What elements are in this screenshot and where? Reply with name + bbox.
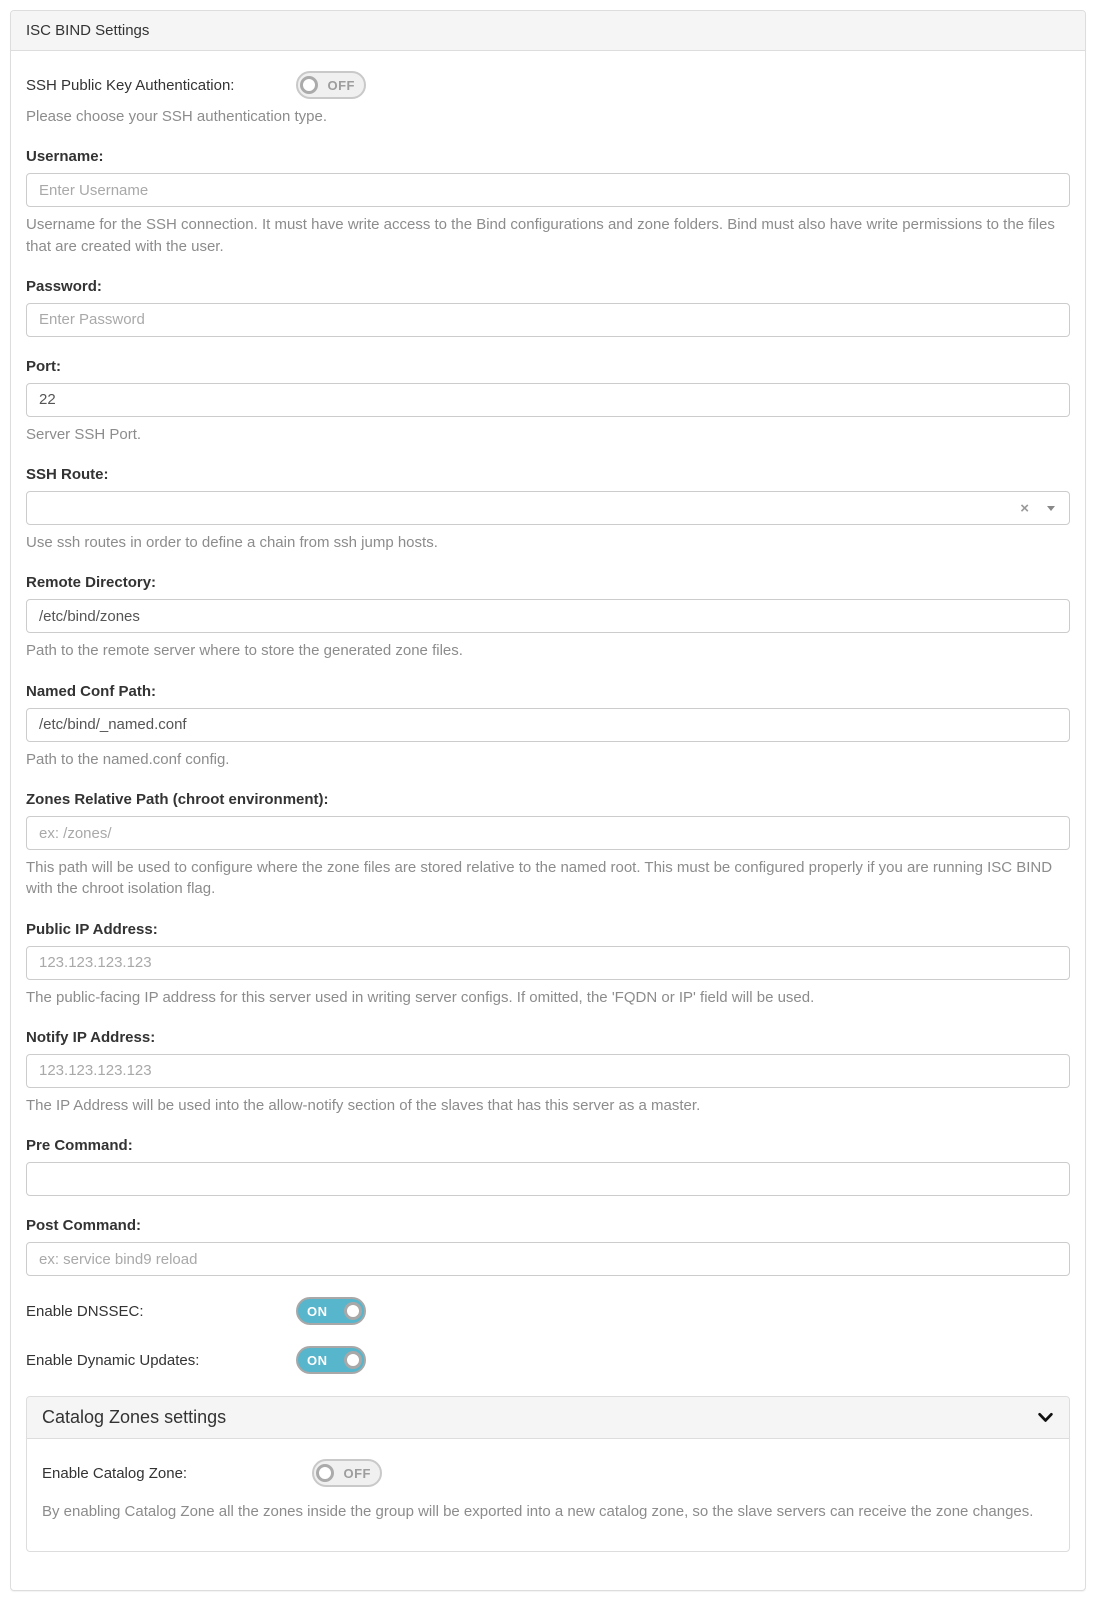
remote-directory-help: Path to the remote server where to store the generated zone files. — [26, 642, 463, 660]
panel-body — [11, 51, 1085, 1590]
post-command-label: Post Command: — [26, 1217, 142, 1235]
ssh-auth-label: SSH Public Key Authentication: — [26, 76, 235, 94]
password-label: Password: — [26, 277, 102, 295]
ssh-auth-help: Please choose your SSH authentication type. — [26, 108, 328, 125]
notify-ip-help: The IP Address will be used into the allow-notify section of the slaves that has this server as a master. — [26, 1096, 701, 1114]
public-ip-group — [26, 921, 1070, 1008]
toggle-state-label: ON — [307, 1352, 328, 1368]
zones-relative-path-input[interactable] — [26, 816, 1070, 850]
port-group — [26, 358, 1070, 445]
toggle-state-label: OFF — [343, 1465, 371, 1481]
catalog-zones-body — [27, 1439, 1069, 1550]
toggle-knob — [300, 76, 318, 94]
dropdown-caret-icon[interactable] — [1047, 506, 1055, 511]
username-group — [26, 148, 1070, 257]
toggle-state-label: OFF — [327, 77, 355, 93]
chevron-down-icon[interactable] — [1037, 1409, 1054, 1426]
public-ip-input[interactable] — [26, 946, 1070, 980]
ssh-route-group — [26, 466, 1070, 553]
isc-bind-settings-panel — [10, 10, 1086, 1591]
post-command-group — [26, 1217, 1070, 1276]
ssh-auth-toggle[interactable] — [296, 71, 366, 99]
enable-dynamic-updates-group — [26, 1346, 1070, 1374]
port-label: Port: — [26, 357, 61, 375]
zones-relative-path-group — [26, 791, 1070, 900]
port-help: Server SSH Port. — [26, 425, 142, 443]
catalog-zones-title: Catalog Zones settings — [42, 1407, 227, 1428]
username-input[interactable] — [26, 173, 1070, 207]
pre-command-group — [26, 1137, 1070, 1196]
catalog-zones-header[interactable] — [27, 1397, 1069, 1439]
enable-dynamic-updates-label: Enable Dynamic Updates: — [26, 1351, 200, 1369]
notify-ip-input[interactable] — [26, 1054, 1070, 1088]
named-conf-path-help: Path to the named.conf config. — [26, 750, 230, 768]
notify-ip-group — [26, 1029, 1070, 1116]
pre-command-label: Pre Command: — [26, 1137, 133, 1155]
remote-directory-group — [26, 574, 1070, 661]
panel-header — [11, 11, 1085, 51]
password-group — [26, 278, 1070, 337]
enable-dnssec-label: Enable DNSSEC: — [26, 1302, 144, 1320]
remote-directory-label: Remote Directory: — [26, 574, 157, 592]
toggle-knob — [344, 1351, 362, 1369]
panel-title: ISC BIND Settings — [26, 22, 150, 39]
catalog-zones-panel — [26, 1396, 1070, 1551]
remote-directory-input[interactable] — [26, 599, 1070, 633]
zones-relative-path-label: Zones Relative Path (chroot environment): — [26, 791, 329, 809]
enable-catalog-zone-help: By enabling Catalog Zone all the zones inside the group will be exported into a new catalog zone, so the slave servers can receive the zone changes. — [42, 1503, 1034, 1521]
username-label: Username: — [26, 148, 104, 166]
public-ip-label: Public IP Address: — [26, 920, 158, 938]
ssh-route-select[interactable] — [26, 491, 1070, 525]
enable-catalog-zone-toggle[interactable] — [312, 1459, 382, 1487]
named-conf-path-group — [26, 683, 1070, 770]
public-ip-help: The public-facing IP address for this server used in writing server configs. If omitted, the 'FQDN or IP' field will be used. — [26, 988, 815, 1006]
password-input[interactable] — [26, 303, 1070, 337]
toggle-state-label: ON — [307, 1303, 328, 1319]
toggle-knob — [344, 1302, 362, 1320]
pre-command-input[interactable] — [26, 1162, 1070, 1196]
notify-ip-label: Notify IP Address: — [26, 1028, 156, 1046]
clear-icon[interactable]: × — [1020, 499, 1029, 517]
ssh-auth-group — [26, 71, 1070, 127]
enable-dynamic-updates-toggle[interactable] — [296, 1346, 366, 1374]
enable-dnssec-toggle[interactable] — [296, 1297, 366, 1325]
named-conf-path-label: Named Conf Path: — [26, 682, 157, 700]
username-help: Username for the SSH connection. It must have write access to the Bind configurations and zone folders. Bind must also have write permissions to the files that are created with the user. — [26, 216, 1055, 255]
toggle-knob — [316, 1464, 334, 1482]
ssh-route-help: Use ssh routes in order to define a chain from ssh jump hosts. — [26, 534, 438, 552]
ssh-route-label: SSH Route: — [26, 466, 109, 484]
named-conf-path-input[interactable] — [26, 708, 1070, 742]
post-command-input[interactable] — [26, 1242, 1070, 1276]
port-input[interactable] — [26, 383, 1070, 417]
enable-catalog-zone-label: Enable Catalog Zone: — [42, 1464, 188, 1482]
zones-relative-path-help: This path will be used to configure where the zone files are stored relative to the named root. This must be configured properly if you are running ISC BIND with the chroot isolation flag. — [26, 859, 1053, 898]
enable-dnssec-group — [26, 1297, 1070, 1325]
